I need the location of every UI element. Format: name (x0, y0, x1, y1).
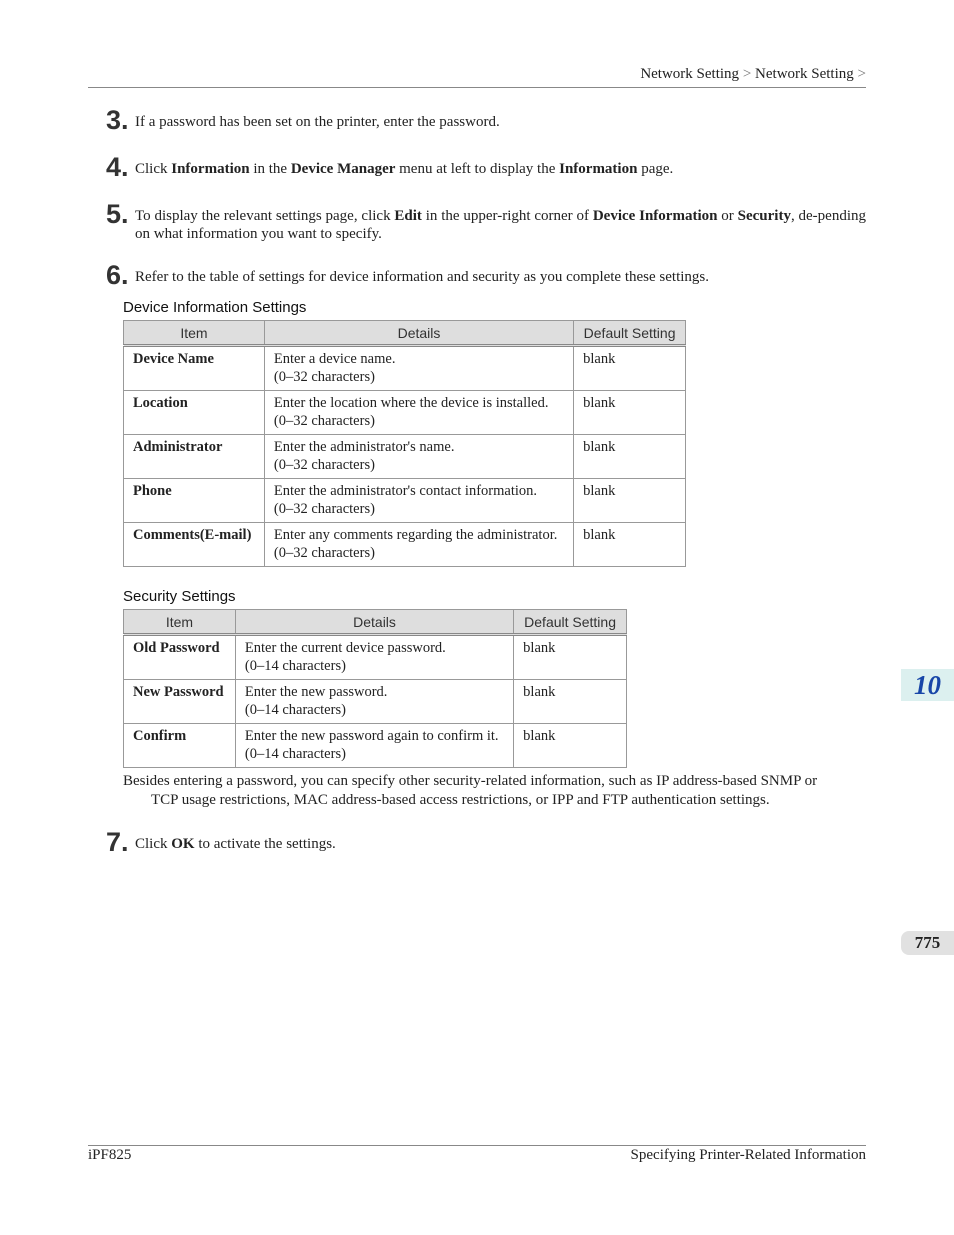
details-cell: Enter any comments regarding the administrator. (0–32 characters) (264, 523, 573, 567)
step-number: 6. (106, 260, 129, 290)
item-cell: Device Name (124, 346, 265, 391)
details-cell: Enter a device name. (0–32 characters) (264, 346, 573, 391)
item-cell: Location (124, 391, 265, 435)
column-header: Default Setting (574, 321, 686, 346)
item-cell: Confirm (124, 724, 236, 768)
breadcrumb (88, 66, 866, 88)
table-header-row (124, 321, 686, 346)
breadcrumb-item[interactable]: Network Setting (640, 66, 740, 82)
item-cell: Phone (124, 479, 265, 523)
table-row (124, 724, 627, 768)
step-number: 5. (106, 199, 129, 229)
note-line: Besides entering a password, you can specify other security-related information, such as IP address-based SNMP or (123, 773, 818, 789)
table-row (124, 523, 686, 567)
step-6 (106, 260, 866, 290)
details-cell: Enter the administrator's contact information. (0–32 characters) (264, 479, 573, 523)
item-cell: Comments(E-mail) (124, 523, 265, 567)
default-cell: blank (574, 523, 686, 567)
item-cell: Administrator (124, 435, 265, 479)
details-cell: Enter the administrator's name. (0–32 characters) (264, 435, 573, 479)
default-cell: blank (514, 680, 627, 724)
table-row (124, 391, 686, 435)
step-number: 3. (106, 105, 129, 135)
device-table-title: Device Information Settings (123, 299, 307, 316)
breadcrumb-separator: > (742, 66, 752, 82)
chapter-tab[interactable]: 10 (901, 669, 954, 701)
details-cell: Enter the location where the device is installed. (0–32 characters) (264, 391, 573, 435)
item-cell: New Password (124, 680, 236, 724)
step-text: Refer to the table of settings for device information and security as you complete these settings. (135, 269, 709, 285)
breadcrumb-separator: > (857, 66, 866, 82)
step-number: 7. (106, 827, 129, 857)
step-4 (106, 152, 866, 182)
table-header-row (124, 610, 627, 635)
step-text: If a password has been set on the printer, enter the password. (135, 114, 500, 130)
column-header: Details (264, 321, 573, 346)
table-row (124, 635, 627, 680)
default-cell: blank (514, 635, 627, 680)
column-header: Details (235, 610, 513, 635)
security-table-title: Security Settings (123, 588, 236, 605)
default-cell: blank (574, 479, 686, 523)
page-footer (88, 1145, 866, 1164)
step-text: Click OK to activate the settings. (135, 836, 336, 852)
column-header: Item (124, 321, 265, 346)
default-cell: blank (514, 724, 627, 768)
security-note (123, 772, 858, 810)
default-cell: blank (574, 346, 686, 391)
page-number: 775 (901, 931, 954, 955)
footer-model: iPF825 (88, 1147, 132, 1163)
default-cell: blank (574, 435, 686, 479)
step-text: Click Information in the Device Manager menu at left to display the Information page. (135, 161, 674, 177)
footer-section: Specifying Printer-Related Information (630, 1147, 866, 1163)
default-cell: blank (574, 391, 686, 435)
table-row (124, 435, 686, 479)
device-information-table (123, 320, 686, 567)
column-header: Default Setting (514, 610, 627, 635)
details-cell: Enter the new password. (0–14 characters) (235, 680, 513, 724)
table-row (124, 680, 627, 724)
step-number: 4. (106, 152, 129, 182)
note-line: TCP usage restrictions, MAC address-based access restrictions, or IPP and FTP authentication settings. (151, 792, 770, 808)
step-5 (106, 199, 867, 243)
step-3 (106, 105, 866, 135)
item-cell: Old Password (124, 635, 236, 680)
details-cell: Enter the current device password. (0–14 characters) (235, 635, 513, 680)
table-row (124, 479, 686, 523)
breadcrumb-item[interactable]: Network Setting (755, 66, 854, 82)
security-settings-table (123, 609, 627, 768)
column-header: Item (124, 610, 236, 635)
table-row (124, 346, 686, 391)
step-text: To display the relevant settings page, click Edit in the upper-right corner of Device Information or Security, de-pending on what information you want to specify. (135, 208, 867, 242)
step-7 (106, 827, 866, 857)
details-cell: Enter the new password again to confirm it. (0–14 characters) (235, 724, 513, 768)
